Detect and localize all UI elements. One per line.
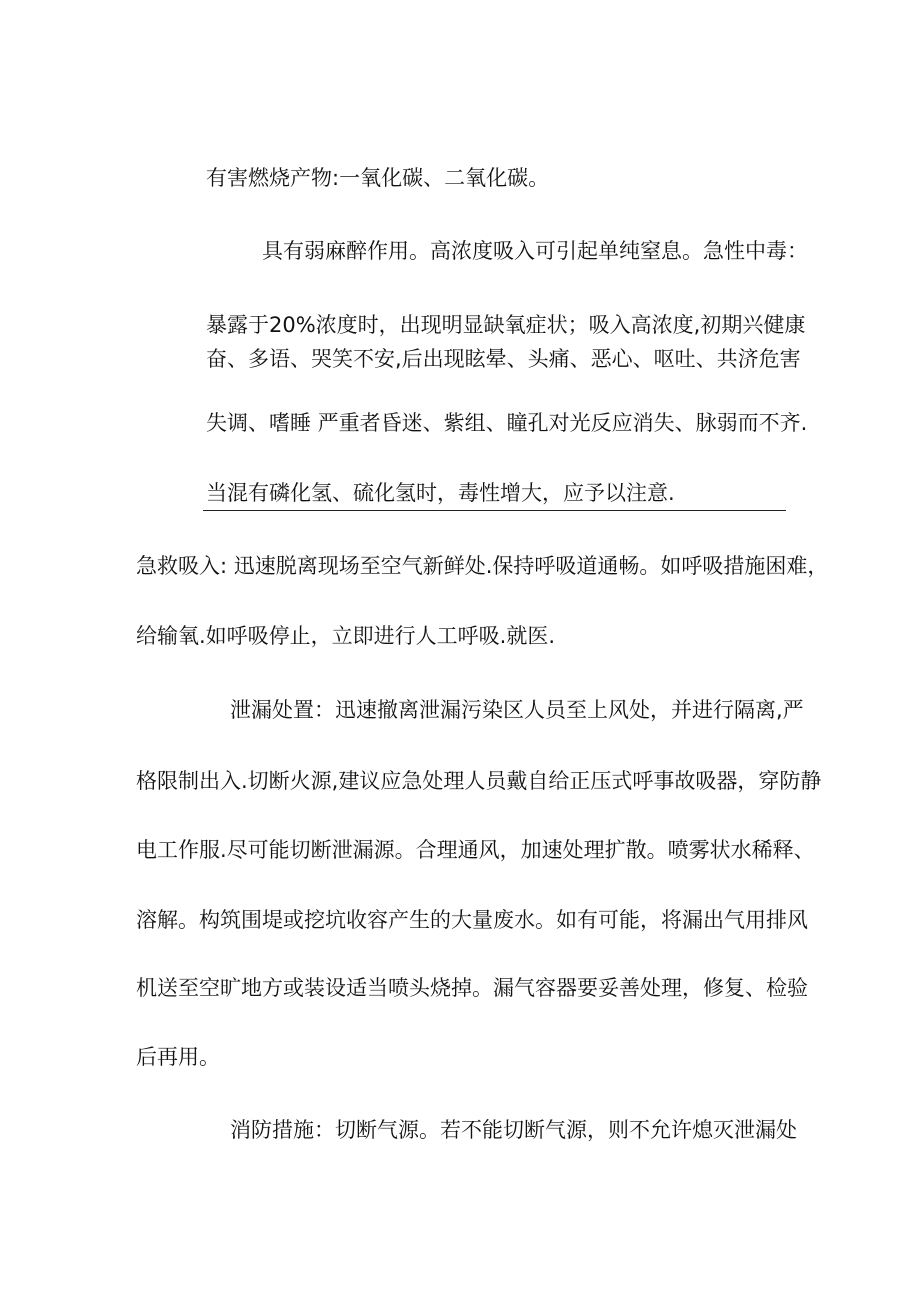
leak-handling-line: 溶解。构筑围堤或挖坑收容产生的大量废水。如有可能，将漏出气用排风 [136, 908, 808, 932]
toxicity-intro-text: 具有弱麻醉作用。高浓度吸入可引起单纯窒息。急性中毒： [262, 239, 808, 263]
leak-handling-line: 机送至空旷地方或装设适当喷头烧掉。漏气容器要妥善处理，修复、检验 [136, 976, 808, 1000]
fire-measures-line: 消防措施：切断气源。若不能切断气源，则不允许熄灭泄漏处 [230, 1118, 797, 1142]
toxicity-line: 当混有磷化氢、硫化氢时，毒性增大，应予以注意. [206, 481, 675, 505]
leak-handling-line: 电工作服.尽可能切断泄漏源。合理通风，加速处理扩散。喷雾状水稀释、 [136, 838, 815, 862]
first-aid-line: 急救吸入: 迅速脱离现场至空气新鲜处.保持呼吸道通畅。如呼吸措施困难， [136, 554, 829, 578]
horizontal-divider [203, 510, 786, 511]
leak-handling-line: 后再用。 [136, 1045, 220, 1069]
first-aid-line: 给输氧.如呼吸停止，立即进行人工呼吸.就医. [136, 624, 556, 648]
combustion-products-text: 有害燃烧产物:一氧化碳、二氧化碳。 [206, 166, 550, 190]
leak-handling-line: 格限制出入.切断火源,建议应急处理人员戴自给正压式呼事故吸器，穿防静 [136, 769, 822, 793]
toxicity-line: 奋、多语、哭笑不安,后出现眩晕、头痛、恶心、呕吐、共济危害 [206, 347, 801, 371]
toxicity-line: 失调、嗜睡 严重者昏迷、紫组、瞳孔对光反应消失、脉弱而不齐. [206, 411, 808, 435]
toxicity-line: 暴露于20%浓度时，出现明显缺氧症状；吸入高浓度,初期兴健康 [206, 313, 806, 337]
leak-handling-line: 泄漏处置：迅速撤离泄漏污染区人员至上风处，并进行隔离,严 [230, 698, 804, 722]
